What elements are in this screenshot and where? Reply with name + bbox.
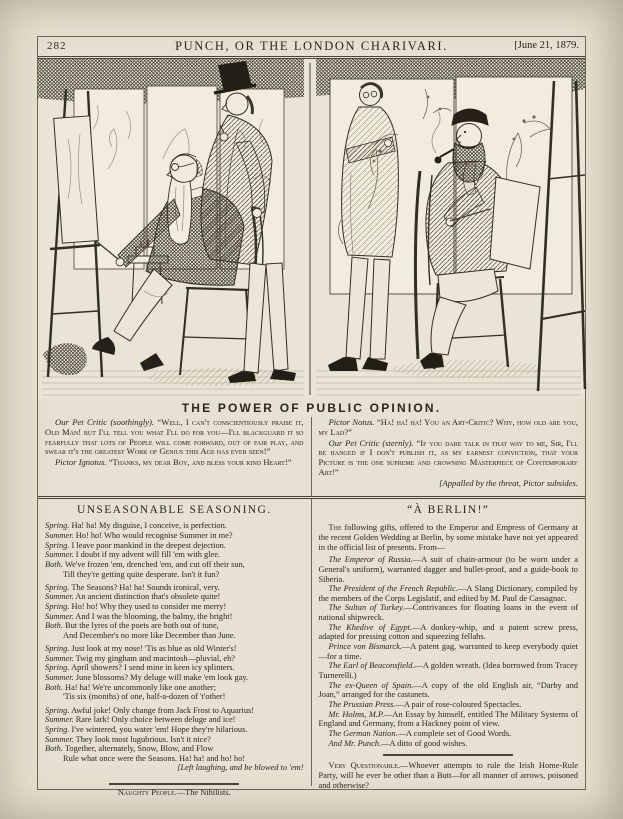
article-column-right: [312, 499, 586, 790]
verse-line: [45, 663, 304, 673]
caption-speech: “If you dare talk in that way to me, Sir, I'll be hanged if I don't publish it, as my earnest conviction, that your Picture is the one supreme and crowning Masterpiece of Contemporary Art!”: [318, 437, 579, 477]
very-questionable-note: [319, 761, 579, 790]
end-rule: [383, 754, 513, 756]
gift-item: [319, 603, 579, 622]
verse-speaker: Spring.: [45, 663, 70, 673]
gift-giver: Mr. Holms, M.P.: [328, 709, 385, 719]
article-title-right: “À BERLIN!”: [407, 504, 490, 516]
cartoon-illustration: [38, 59, 585, 399]
gift-desc: —A pair of rose-coloured Spectacles.: [395, 700, 522, 710]
thigh: [438, 269, 498, 302]
verse-speaker: Summer.: [45, 611, 74, 621]
verse-text: Till they're getting quite desperate. Isn't it fun?: [63, 569, 220, 579]
masthead-title: PUNCH, OR THE LONDON CHARIVARI.: [175, 39, 448, 53]
verse-text: Together, alternately, Snow, Blow, and Flow: [64, 744, 214, 754]
verse-speaker: Spring.: [45, 724, 70, 734]
trouser-leg-right: [370, 259, 390, 359]
verse-text: I leave poor mankind in the deepest dejection.: [71, 540, 226, 550]
gift-item: [319, 642, 579, 661]
verse-line: [45, 654, 304, 664]
gift-giver: The Emperor of Russia.: [328, 555, 413, 565]
gift-item: [319, 700, 579, 710]
caption-speaker: Pictor Notus.: [328, 417, 375, 427]
verse-speaker: Summer.: [45, 592, 74, 602]
verse-stage-direction: [Left laughing, and be blowed to 'em!: [177, 763, 304, 773]
verse-speaker: Spring.: [45, 601, 70, 611]
long-coat: [342, 107, 399, 257]
verse-text: June blossoms? My deluge will make 'em look gay.: [75, 673, 249, 683]
verse-text: But the lyres of the poets are both out of tune,: [65, 621, 219, 631]
note-text: —Whoever attempts to rule the Irish Home-Rule Party, will he ever be other than a Butt—for all manner of arrows, poisoned and otherwise?: [318, 761, 578, 790]
verse-line: [45, 570, 304, 580]
gift-giver: And Mr. Punch.: [328, 738, 382, 748]
issue-date: [June 21, 1879.: [514, 40, 579, 51]
caption-speech: “Thanks, my dear Boy, and bless your kind Heart!”: [108, 457, 292, 468]
verse-text: We've frozen 'em, drenched 'em, and cut off their sun,: [64, 559, 245, 569]
verse-stanza: [45, 583, 304, 641]
tucked-hand: [385, 140, 392, 147]
verse-speaker: Spring.: [45, 582, 70, 592]
hand: [116, 258, 124, 266]
hand-on-chair: [253, 209, 262, 218]
verse-speaker: Summer.: [45, 673, 74, 683]
verse-speaker: Spring.: [45, 644, 70, 654]
gift-giver: The Khedive of Egypt.: [328, 622, 412, 632]
gift-giver: The Sultan of Turkey.: [328, 603, 405, 613]
naughty-people-note: [45, 788, 304, 798]
gift-item: [319, 739, 579, 749]
verse-stanza: [45, 706, 304, 774]
verse-line: [45, 706, 304, 716]
verse-text: 'Tis six (months) of one, half-a-dozen of 't'other!: [63, 692, 226, 702]
gift-giver: The ex-Queen of Spain.: [328, 680, 414, 690]
gift-item: [319, 710, 579, 729]
gift-desc: —A copy of the old English air, “Darby and Joan,” arranged for the castanets.: [318, 680, 578, 700]
caption-speech: “Well, I can't conscientiously praise it, Old Man! but I'll tell you what I'll do for you—I'll blackguard it so fearfully that lots of People will come forward, out of fair play, and swear it's the greatest Work of Genius this Age has ever seen!”: [45, 417, 304, 457]
verse-text: And December's no more like December than June.: [63, 630, 236, 640]
verse-stanza: [45, 521, 304, 579]
verse-text: April showers? I send mine in keen icy splinters.: [71, 663, 235, 673]
verse-line: [45, 644, 304, 654]
floor-shadow-left: [148, 368, 288, 386]
verse-speaker: Both.: [45, 682, 63, 692]
verse-line: [45, 602, 304, 612]
trouser-leg-front: [244, 263, 266, 373]
cartoon-title: THE POWER OF PUBLIC OPINION.: [181, 401, 442, 415]
verse-speaker: Spring.: [45, 705, 70, 715]
verse-line: [45, 631, 304, 641]
verse-text: Ha! ha! My disguise, I conceive, is perfection.: [71, 521, 227, 531]
gift-giver: Prince von Bismarck.: [328, 642, 402, 652]
verse-text: An ancient distinction that's obsolete quite!: [75, 592, 221, 602]
gift-desc: —Contrivances for floating loans in the event of national shipwreck.: [318, 603, 578, 623]
verse-text: And I was the blooming, the balmy, the bright!: [75, 611, 233, 621]
verse-line: [45, 735, 304, 745]
trouser-leg-back: [266, 263, 288, 371]
end-rule: [109, 783, 239, 785]
gift-item: [319, 555, 579, 584]
gift-item: [319, 661, 579, 680]
eye: [464, 131, 466, 133]
verse-text: I've wintered, you water 'em! Hope they're hilarious.: [71, 724, 248, 734]
full-beard: [453, 143, 485, 182]
page-content-frame: [37, 36, 586, 797]
caption-paragraph: [319, 439, 579, 478]
page-number: 282: [47, 40, 67, 52]
verse-line: [45, 683, 304, 693]
gift-giver: The Earl of Beaconsfield.: [328, 661, 415, 671]
caption-speech: “Ha! ha! ha! You an Art-Critic? Why, how old are you, my Lad?”: [318, 417, 578, 437]
verse-line: [45, 744, 304, 754]
verse-line: [45, 592, 304, 602]
caption-stage-direction: [Appalled by the threat, Pictor subsides.: [439, 477, 578, 488]
verse-text: Twig my gingham and macintosh—pluvial, eh?: [75, 653, 236, 663]
verse-text: They look most lugubrious. Isn't it nice?: [75, 734, 211, 744]
cartoon-captions: [38, 417, 585, 496]
verse-text: Rare lark! Only choice between deluge and ice!: [75, 715, 236, 725]
gift-desc: —A ditto of good wishes.: [381, 738, 468, 748]
note-lead: Very Questionable.: [328, 761, 401, 771]
verse-speaker: Spring.: [45, 521, 70, 531]
caption-paragraph: [45, 418, 304, 457]
verse-speaker: Summer.: [45, 530, 74, 540]
verse-line: [45, 715, 304, 725]
verse-speaker: Both.: [45, 559, 63, 569]
caption-speaker: Our Pet Critic (sternly).: [328, 437, 414, 448]
intro-lead: The: [328, 523, 342, 533]
verse-text: Awful joke! Only change from Jack Frost to Aquarius!: [71, 705, 255, 715]
verse-line: [45, 612, 304, 622]
gift-desc: —A patent gag, warranted to keep everybody quiet—for a time.: [318, 642, 578, 661]
gift-desc: —A donkey-whip, and a patent screw press, adapted for pressing cotton and squeezing fellahs.: [318, 622, 578, 642]
gift-giver: The Prussian Press.: [328, 700, 396, 710]
verse-line: [45, 725, 304, 735]
left-panel-scene: [43, 61, 296, 383]
gift-item: [319, 681, 579, 700]
gift-giver: The President of the French Republic.: [328, 584, 458, 594]
verse-text: The Seasons? Ha! ha! Sounds ironical, very.: [71, 582, 220, 592]
article-intro: [319, 523, 579, 552]
verse-speaker: Summer.: [45, 653, 74, 663]
shoe: [420, 353, 444, 369]
engraving-svg: [38, 59, 585, 399]
second-shoe: [140, 353, 164, 371]
verse-text: Ho! ho! Why they used to consider me merry!: [71, 601, 227, 611]
verse-speaker: Summer.: [45, 715, 74, 725]
verse-line: [45, 673, 304, 683]
note-lead: Naughty People.: [117, 787, 177, 797]
caption-paragraph: [319, 418, 579, 438]
page-header: [38, 37, 585, 59]
verse-speaker: Both.: [45, 621, 63, 631]
note-text: —The Nihilists.: [176, 787, 231, 797]
pipe-bowl: [435, 157, 442, 164]
caption-speaker: Pictor Ignotus.: [55, 457, 107, 468]
verse-speaker: Spring.: [45, 540, 70, 550]
floor-shadow-right: [393, 360, 543, 378]
trouser-leg: [114, 269, 172, 341]
verse-text: Rule what once were the Seasons. Ha! ha! and ho! ho!: [63, 753, 246, 763]
verse-speaker: Summer.: [45, 550, 74, 560]
intro-text: following gifts, offered to the Emperor and Empress of Germany at the recent Golden Wedding at Berlin, by some mistake have not yet appeared in the official list of presents. From—: [318, 523, 578, 552]
gift-desc: —A Slang Dictionary, compiled by the members of the Corps Legislatif, and edited by M. Paul de Cassagnac.: [318, 584, 578, 603]
article-columns: [38, 499, 585, 797]
verse-text: Ha! ha! We're uncommonly like one another;: [65, 682, 216, 692]
verse-text: I doubt if my advent will fill 'em with glee.: [75, 550, 221, 560]
article-column-left: [38, 499, 312, 797]
verse-line: [45, 521, 304, 531]
gift-giver: The German Nation.: [328, 729, 398, 738]
caption-column-right: [312, 417, 586, 496]
gift-desc: —A complete set of Good Words.: [397, 729, 512, 738]
verse-line: [45, 754, 304, 764]
verse-line: [45, 692, 304, 702]
head: [226, 93, 248, 115]
verse-text: Just look at my nose! 'Tis as blue as old Winter's!: [71, 644, 237, 654]
verse-line: [45, 541, 304, 551]
verse-text: Ho! ho! Who would recognise Summer in me?: [75, 530, 233, 540]
verse-line: [45, 531, 304, 541]
caption-column-left: [38, 417, 312, 496]
caption-speaker: Our Pet Critic (soothingly).: [55, 417, 155, 427]
verse-line: [45, 621, 304, 631]
verse-speaker: Summer.: [45, 734, 74, 744]
verse-stanza: [45, 644, 304, 702]
caption-paragraph: [45, 458, 304, 468]
raised-hand: [220, 133, 228, 141]
right-panel-scene: [328, 77, 585, 391]
article-title-left: UNSEASONABLE SEASONING.: [77, 504, 272, 516]
verse-line: [45, 583, 304, 593]
gift-item: [319, 584, 579, 603]
hand: [446, 218, 454, 226]
shoe: [92, 337, 115, 355]
gift-item: [319, 623, 579, 642]
verse-line: [45, 550, 304, 560]
gift-desc: —A suit of chain-armour (to be worn under a General's uniform), warranted dagger and bullet-proof, and a guide-book to Siberia.: [318, 555, 578, 584]
shoe-left: [328, 357, 358, 371]
verse-speaker: Both.: [45, 744, 63, 754]
verse-line: [45, 560, 304, 570]
gift-item: [319, 729, 579, 739]
gift-desc: —An Essay by himself, entitled The Military Systems of England and Germany, from a Hackney point of view.: [318, 709, 579, 729]
gift-desc: —A golden wreath. (Idea borrowed from Tracey Turnerelli.): [318, 661, 578, 681]
